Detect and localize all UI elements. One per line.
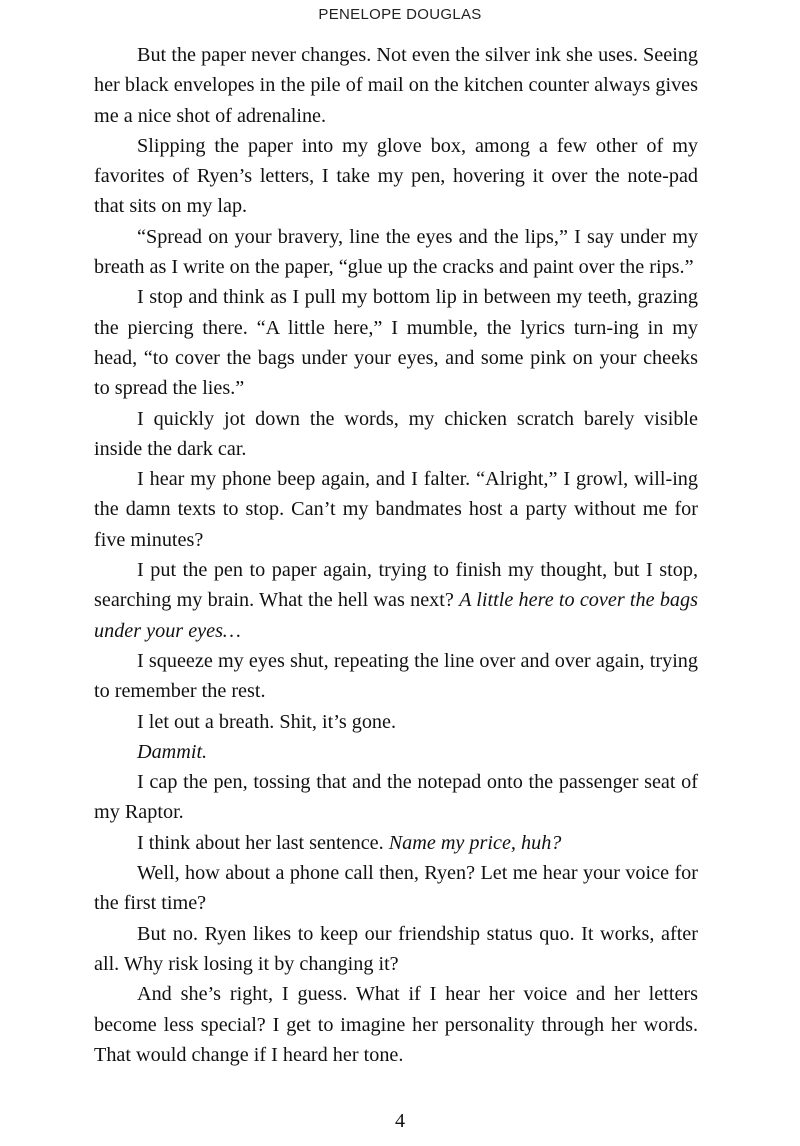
paragraph-text: I quickly jot down the words, my chicken scratch barely visible inside the dark car.: [94, 407, 698, 460]
paragraph-2: [94, 131, 698, 222]
body-text: [94, 40, 698, 1070]
paragraph-text: Well, how about a phone call then, Ryen? Let me hear your voice for the first time?: [94, 862, 698, 915]
paragraph-text: “Spread on your bravery, line the eyes and the lips,” I say under my breath as I write on the paper, “glue up the cracks and paint over the rips.”: [94, 225, 698, 279]
paragraph-text: I think about her last sentence.: [137, 831, 389, 854]
paragraph-text: I hear my phone beep again, and I falter. “Alright,” I growl, will-ing the damn texts to stop. Can’t my bandmates host a party without me for five minutes?: [94, 468, 698, 551]
paragraph-text: But the paper never changes. Not even the silver ink she uses. Seeing her black envelopes in the pile of mail on the kitchen counter always gives me a nice shot of adrenaline.: [94, 44, 698, 127]
paragraph-text: But no. Ryen likes to keep our friendship status quo. It works, after all. Why risk losing it by changing it?: [94, 922, 698, 975]
paragraph-italic-text: Name my price, huh?: [388, 831, 562, 854]
paragraph-14: [94, 919, 698, 980]
paragraph-text: I let out a breath. Shit, it’s gone.: [137, 710, 397, 733]
paragraph-7: [94, 555, 698, 646]
paragraph-text: I cap the pen, tossing that and the notepad onto the passenger seat of my Raptor.: [94, 771, 698, 824]
paragraph-text: I put the pen to paper again, trying to finish my thought, but I stop, searching my brain. What the hell was next?: [94, 559, 698, 612]
paragraph-8: [94, 646, 698, 707]
paragraph-text: Slipping the paper into my glove box, among a few other of my favorites of Ryen’s letters, I take my pen, hovering it over the note-pad that sits on my lap.: [94, 134, 698, 218]
paragraph-10: [94, 737, 698, 767]
paragraph-text: I stop and think as I pull my bottom lip in between my teeth, grazing the piercing there. “A little here,” I mumble, the lyrics turn-ing in my head, “to cover the bags under your eyes, and some pink on your cheeks to spread the lies.”: [94, 286, 698, 400]
paragraph-italic-text: Dammit.: [137, 740, 208, 763]
paragraph-5: [94, 404, 698, 465]
paragraph-13: [94, 858, 698, 919]
running-head-author: PENELOPE DOUGLAS: [318, 6, 482, 23]
paragraph-9: [94, 707, 698, 737]
paragraph-6: [94, 464, 698, 555]
paragraph-text: And she’s right, I guess. What if I hear her voice and her letters become less special? I get to imagine her personality through her words. That would change if I heard her tone.: [94, 983, 698, 1066]
paragraph-11: [94, 767, 698, 828]
page-number: 4: [395, 1110, 405, 1132]
paragraph-4: [94, 282, 698, 403]
paragraph-italic-text: A little here to cover the bags under your eyes…: [94, 589, 698, 642]
paragraph-1: [94, 40, 698, 131]
paragraph-12: [94, 828, 698, 858]
paragraph-text: I squeeze my eyes shut, repeating the line over and over again, trying to remember the rest.: [94, 649, 698, 703]
paragraph-3: [94, 222, 698, 283]
paragraph-15: [94, 979, 698, 1070]
